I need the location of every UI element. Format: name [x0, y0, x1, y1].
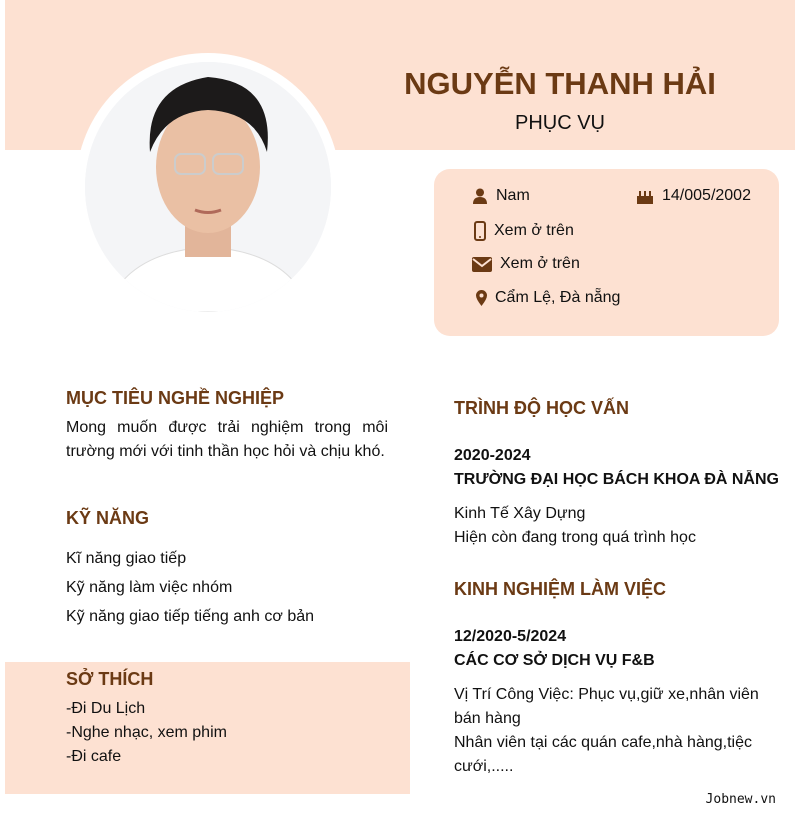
- gender-value: Nam: [496, 187, 530, 204]
- mobile-phone-icon: [474, 221, 486, 241]
- birthday-value: 14/005/2002: [662, 187, 751, 204]
- watermark: Jobnew.vn: [705, 792, 776, 807]
- gender-row: [472, 187, 530, 205]
- address-row: [476, 289, 620, 307]
- education-school: TRƯỜNG ĐẠI HỌC BÁCH KHOA ĐÀ NẴNG: [454, 471, 779, 488]
- hobby-item: -Đi cafe: [66, 748, 122, 765]
- candidate-name: NGUYỄN THANH HẢI: [404, 66, 716, 101]
- education-major: Kinh Tế Xây Dựng: [454, 505, 586, 522]
- skill-item: Kỹ năng làm việc nhóm: [66, 579, 233, 596]
- hobbies-heading: SỞ THÍCH: [66, 669, 154, 689]
- email-row: [472, 255, 580, 273]
- envelope-icon: [472, 257, 492, 272]
- email-value: Xem ở trên: [500, 255, 580, 272]
- user-icon: [472, 188, 488, 204]
- experience-heading: KINH NGHIỆM LÀM VIỆC: [454, 579, 667, 599]
- experience-company: CÁC CƠ SỞ DỊCH VỤ F&B: [454, 652, 655, 669]
- objective-heading: MỤC TIÊU NGHỀ NGHIỆP: [66, 388, 285, 408]
- education-status: Hiện còn đang trong quá trình học: [454, 529, 696, 546]
- phone-row: [474, 221, 574, 241]
- education-heading: TRÌNH ĐỘ HỌC VẤN: [454, 398, 629, 418]
- skills-list: [66, 544, 314, 631]
- address-value: Cẩm Lệ, Đà nẵng: [495, 289, 621, 306]
- map-marker-icon: [476, 290, 487, 306]
- contact-info-box: [434, 169, 779, 336]
- profile-photo: [85, 62, 331, 312]
- phone-value: Xem ở trên: [494, 222, 574, 239]
- hobby-item: -Nghe nhạc, xem phim: [66, 724, 227, 741]
- skills-heading: KỸ NĂNG: [66, 508, 150, 528]
- experience-position: Vị Trí Công Việc: Phục vụ,giữ xe,nhân viên bán hàng: [454, 686, 759, 727]
- skill-item: Kỹ năng giao tiếp tiếng anh cơ bản: [66, 608, 315, 625]
- hobbies-list: [66, 697, 227, 769]
- objective-text: Mong muốn được trải nghiệm trong môi trường mới với tinh thần học hỏi và chịu khó.: [66, 419, 388, 460]
- birthday-cake-icon: [636, 188, 654, 204]
- candidate-role: PHỤC VỤ: [514, 112, 605, 134]
- hobby-item: -Đi Du Lịch: [66, 700, 146, 717]
- experience-description: Nhân viên tại các quán cafe,nhà hàng,tiệc cưới,.....: [454, 734, 752, 775]
- skill-item: Kĩ năng giao tiếp: [66, 550, 187, 567]
- education-period: 2020-2024: [454, 447, 531, 464]
- birthday-row: [636, 187, 751, 205]
- experience-period: 12/2020-5/2024: [454, 628, 567, 645]
